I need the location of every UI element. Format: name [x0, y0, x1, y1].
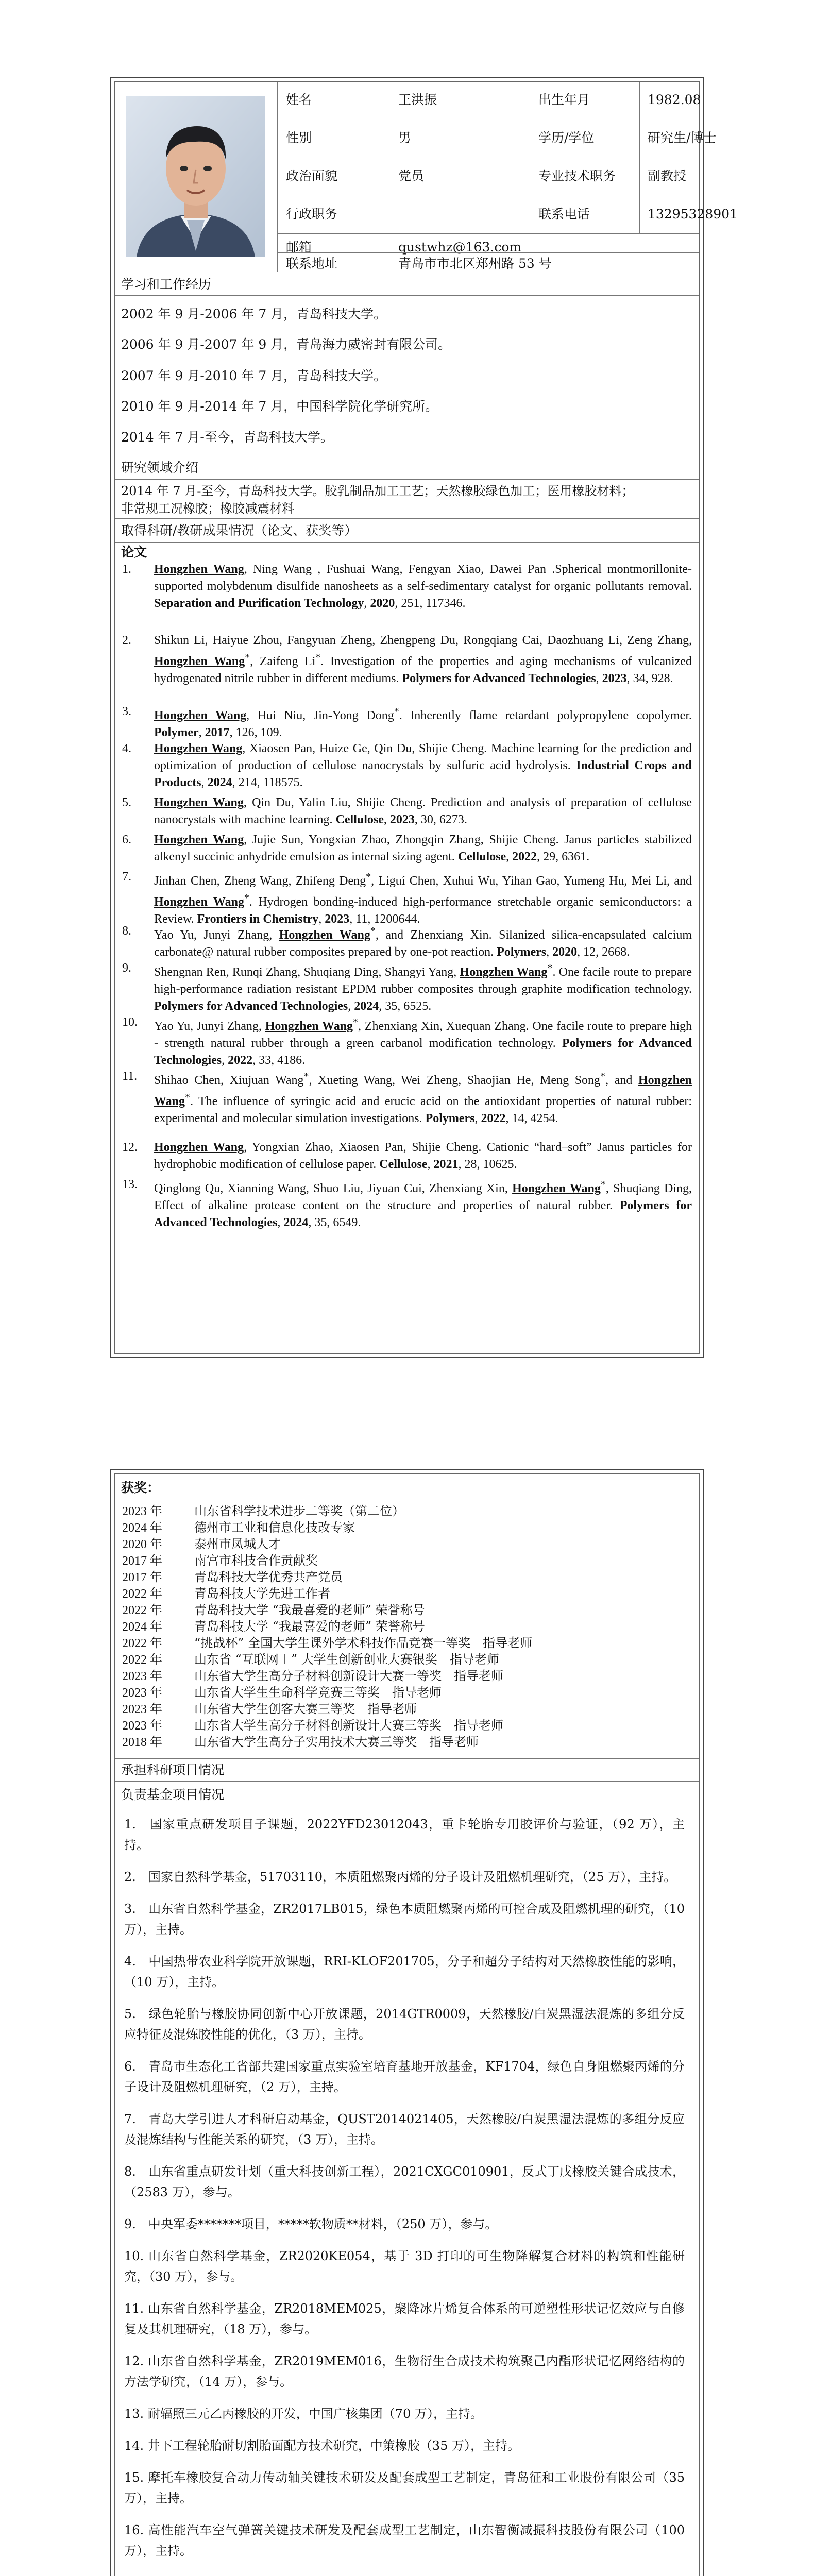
award-item — [122, 1703, 417, 1716]
project-item: 7. 青岛大学引进人才科研启动基金，QUST2014021405，天然橡胶/白炭黑湿法混炼的多组分反应及混炼结构与性能关系的研究，（3 万），主持。 — [124, 2112, 685, 2147]
award-text: “挑战杯” 全国大学生课外学术科技作品竞赛一等奖 指导老师 — [194, 1636, 533, 1650]
paper-item — [122, 703, 692, 741]
paper-item — [122, 1068, 692, 1127]
paper-item — [122, 561, 692, 612]
address-value: 青岛市市北区郑州路 53 号 — [398, 256, 552, 271]
paper-item — [122, 1014, 692, 1069]
paper-citation: Yao Yu, Junyi Zhang, Hongzhen Wang*, and Zhenxiang Xin. Silanized silica-encapsulated calcium carbonate@ natural rubber composites prepared by one-pot reaction. Polymers, 2020, 12, 2668. — [154, 925, 692, 959]
admin-label: 行政职务 — [286, 207, 338, 222]
paper-citation: Shikun Li, Haiyue Zhou, Fangyuan Zheng, Zhengpeng Du, Rongqiang Cai, Daozhuang Li, Zeng Zhang, Hongzhen Wang*, Zaifeng Li*. Investigation of the properties and aging mechanisms of vulcanized hydrogenated nitrile rubber in different mediums. Polymers for Advanced Technologies, 2023, 34, 928. — [154, 634, 692, 685]
award-year: 2022 年 — [122, 1637, 162, 1650]
award-year: 2024 年 — [122, 1521, 162, 1535]
award-item — [122, 1604, 425, 1617]
award-year: 2022 年 — [122, 1587, 162, 1601]
award-item — [122, 1637, 532, 1650]
paper-citation: Hongzhen Wang, Hui Niu, Jin-Yong Dong*. Inherently flame retardant polypropylene copolymer. Polymer, 2017, 126, 109. — [154, 706, 692, 739]
award-year: 2024 年 — [122, 1620, 162, 1634]
award-item — [122, 1653, 499, 1666]
paper-number: 8. — [122, 924, 131, 938]
award-item — [122, 1521, 355, 1534]
paper-item — [122, 794, 692, 828]
award-year: 2018 年 — [122, 1736, 162, 1749]
paper-citation: Shengnan Ren, Runqi Zhang, Shuqiang Ding, Shangyi Yang, Hongzhen Wang*. One facile route to prepare high-performance radiation resistant EPDM rubber composites through graphite modification technology. Polymers for Advanced Technologies, 2024, 35, 6525. — [154, 962, 692, 1013]
project-item: 6. 青岛市生态化工省部共建国家重点实验室培育基地开放基金，KF1704，绿色自身阻燃聚丙烯的分子设计及阻燃机理研究，（2 万），主持。 — [124, 2059, 685, 2094]
experience-item: 2006 年 9 月-2007 年 9 月，青岛海力威密封有限公司。 — [121, 337, 451, 352]
award-text: 山东省 “互联网＋” 大学生创新创业大赛银奖 指导老师 — [194, 1652, 499, 1667]
award-item — [122, 1719, 503, 1732]
paper-number: 4. — [122, 742, 131, 755]
award-text: 青岛科技大学 “我最喜爱的老师” 荣誉称号 — [194, 1603, 425, 1617]
paper-number: 13. — [122, 1178, 138, 1191]
paper-citation: Hongzhen Wang, Xiaosen Pan, Huize Ge, Qin Du, Shijie Cheng. Machine learning for the prediction and optimization of production of cellulose nanocrystals by sulfuric acid hydrolysis. Industrial Crops and Products, 2024, 214, 118575. — [154, 742, 692, 789]
paper-number: 1. — [122, 563, 131, 576]
party-value: 党员 — [398, 168, 425, 183]
award-text: 青岛科技大学 “我最喜爱的老师” 荣誉称号 — [194, 1619, 425, 1634]
award-year: 2017 年 — [122, 1571, 162, 1584]
main-profile-frame — [110, 77, 738, 1358]
project-item: 5. 绿色轮胎与橡胶协同创新中心开放课题，2014GTR0009，天然橡胶/白炭黑湿法混炼的多组分反应特征及混炼胶性能的优化，（3 万），主持。 — [124, 2007, 685, 2042]
award-item — [122, 1670, 503, 1683]
award-year: 2022 年 — [122, 1604, 162, 1617]
gender-value: 男 — [398, 130, 412, 145]
paper-number: 2. — [122, 634, 131, 647]
main-profile-inner — [114, 81, 738, 1354]
award-year: 2023 年 — [122, 1505, 162, 1518]
research-heading: 研究领域介绍 — [121, 460, 199, 475]
paper-number: 11. — [122, 1070, 138, 1083]
project-item: 2. 国家自然科学基金，51703110，本质阻燃聚丙烯的分子设计及阻燃机理研究，（25 万），主持。 — [124, 1870, 676, 1884]
award-text: 山东省大学生创客大赛三等奖 指导老师 — [194, 1702, 417, 1716]
paper-citation: Hongzhen Wang, Qin Du, Yalin Liu, Shijie Cheng. Prediction and analysis of preparation of cellulose nanocrystals with machine learning. Cellulose, 2023, 30, 6273. — [154, 796, 692, 826]
paper-number: 9. — [122, 961, 131, 975]
paper-citation: Jinhan Chen, Zheng Wang, Zhifeng Deng*, Liguí Chen, Xuhui Wu, Yihan Gao, Yumeng Hu, Mei Li, and Hongzhen Wang*. Hydrogen bonding-induced high-performance stretchable organic semiconductors: a Review. Frontiers in Chemistry, 2023, 11, 1200644. — [154, 871, 692, 926]
degree-value: 研究生/博士 — [648, 130, 717, 145]
paper-number: 6. — [122, 833, 131, 846]
award-year: 2023 年 — [122, 1719, 162, 1733]
birth-value: 1982.08 — [648, 92, 701, 107]
paper-item — [122, 832, 692, 866]
award-text: 山东省科学技术进步二等奖（第二位） — [194, 1504, 404, 1518]
award-item — [122, 1686, 442, 1699]
project-item: 8. 山东省重点研发计划（重大科技创新工程），2021CXGC010901，反式丁戊橡胶关键合成技术，（2583 万），参与。 — [124, 2164, 685, 2199]
award-text: 山东省大学生高分子材料创新设计大赛三等奖 指导老师 — [194, 1718, 503, 1733]
project-item: 15. 摩托车橡胶复合动力传动轴关键技术研发及配套成型工艺制定，青岛征和工业股份有限公司（35 万），主持。 — [124, 2470, 685, 2505]
award-item — [122, 1505, 404, 1518]
email-label: 邮箱 — [286, 240, 312, 255]
award-text: 山东省大学生高分子材料创新设计大赛一等奖 指导老师 — [194, 1669, 503, 1683]
paper-item — [122, 632, 692, 687]
address-label: 联系地址 — [286, 256, 338, 271]
phone-value: 13295328901 — [648, 207, 738, 222]
award-text: 德州市工业和信息化技改专家 — [194, 1520, 355, 1535]
title-value: 副教授 — [648, 168, 687, 183]
degree-label: 学历/学位 — [538, 130, 595, 145]
project-item: 4. 中国热带农业科学院开放课题，RRI-KLOF201705，分子和超分子结构对天然橡胶性能的影响，（10 万），主持。 — [124, 1954, 685, 1989]
award-item — [122, 1538, 281, 1551]
birth-label: 出生年月 — [538, 92, 590, 107]
party-label: 政治面貌 — [286, 168, 338, 183]
paper-citation: Hongzhen Wang, Yongxian Zhao, Xiaosen Pan, Shijie Cheng. Cationic “hard–soft” Janus particles for hydrophobic modification of cellulose paper. Cellulose, 2021, 28, 10625. — [154, 1141, 692, 1171]
award-year: 2022 年 — [122, 1653, 162, 1667]
avatar — [126, 96, 265, 257]
experience-item: 2002 年 9 月-2006 年 7 月，青岛科技大学。 — [121, 307, 387, 321]
award-year: 2023 年 — [122, 1670, 162, 1683]
award-text: 山东省大学生生命科学竞赛三等奖 指导老师 — [194, 1685, 442, 1700]
title-label: 专业技术职务 — [538, 168, 616, 183]
award-year: 2020 年 — [122, 1538, 162, 1551]
projects-sub-heading: 负责基金项目情况 — [121, 1787, 225, 1802]
award-text: 青岛科技大学优秀共产党员 — [194, 1570, 343, 1584]
paper-number: 7. — [122, 870, 131, 884]
award-item — [122, 1571, 343, 1584]
experience-item: 2007 年 9 月-2010 年 7 月，青岛科技大学。 — [121, 368, 387, 383]
research-line-2: 非常规工况橡胶；橡胶减震材料 — [121, 501, 294, 516]
experience-item: 2014 年 7 月-至今，青岛科技大学。 — [121, 430, 333, 445]
project-item: 10. 山东省自然科学基金，ZR2020KE054，基于 3D 打印的可生物降解复合材料的构筑和性能研究，（30 万），参与。 — [124, 2249, 685, 2284]
project-item: 13. 耐辐照三元乙丙橡胶的开发，中国广核集团（70 万），主持。 — [124, 2406, 483, 2421]
paper-item — [122, 1139, 692, 1173]
paper-number: 12. — [122, 1141, 138, 1154]
experience-heading: 学习和工作经历 — [121, 277, 212, 292]
award-year: 2023 年 — [122, 1686, 162, 1700]
email-value[interactable]: qustwhz@163.com — [398, 240, 522, 255]
name-value: 王洪振 — [398, 92, 437, 107]
project-item: 14. 井下工程轮胎耐切割胎面配方技术研究，中策橡胶（35 万），主持。 — [124, 2438, 520, 2453]
paper-item — [122, 740, 692, 791]
project-item: 9. 中央军委*******项目，*****软物质**材料，（250 万），参与。 — [124, 2217, 498, 2231]
paper-citation: Shihao Chen, Xiujuan Wang*, Xueting Wang, Wei Zheng, Shaojian He, Meng Song*, and Hongzhen Wang*. The influence of syringic acid and erucic acid on the antioxidant properties of natural rubber: experimental and molecular simulation investigations. Polymers, 2022, 14, 4254. — [154, 1071, 692, 1125]
award-text: 泰州市凤城人才 — [194, 1537, 281, 1551]
paper-citation: Hongzhen Wang, Ning Wang , Fushuai Wang, Fengyan Xiao, Dawei Pan .Spherical montmorillonite-supported molybdenum disulfide nanosheets as a self-sedimentary catalyst for organic pollutants removal. Separation and Purification Technology, 2020, 251, 117346. — [154, 563, 692, 610]
award-year: 2023 年 — [122, 1703, 162, 1716]
paper-item — [122, 923, 692, 961]
experience-item: 2010 年 9 月-2014 年 7 月，中国科学院化学研究所。 — [121, 399, 438, 414]
papers-label: 论文 — [121, 545, 147, 560]
award-item — [122, 1620, 425, 1633]
paper-citation: Yao Yu, Junyi Zhang, Hongzhen Wang*, Zhenxiang Xin, Xuequan Zhang. One facile route to prepare high - strength natural rubber through a green carbanol modification technology. Polymers for Advanced Technologies, 2022, 33, 4186. — [154, 1016, 692, 1067]
gender-label: 性别 — [286, 130, 312, 145]
project-item: 12. 山东省自然科学基金，ZR2019MEM016，生物衍生合成技术构筑聚己内酯形状记忆网络结构的方法学研究，（14 万），参与。 — [124, 2354, 685, 2389]
profile-table — [115, 82, 738, 272]
project-item: 1. 国家重点研发项目子课题，2022YFD23012043，重卡轮胎专用胶评价与验证，（92 万），主持。 — [124, 1817, 685, 1852]
project-item: 3. 山东省自然科学基金，ZR2017LB015，绿色本质阻燃聚丙烯的可控合成及阻燃机理的研究，（10 万），主持。 — [124, 1902, 685, 1937]
awards-heading: 获奖： — [121, 1480, 160, 1495]
paper-item — [122, 869, 692, 928]
paper-number: 3. — [122, 705, 131, 718]
award-item — [122, 1554, 318, 1567]
awards-projects-frame — [110, 1469, 704, 2576]
paper-item — [122, 960, 692, 1015]
award-text: 山东省大学生高分子实用技术大赛三等奖 指导老师 — [194, 1735, 479, 1749]
award-item — [122, 1736, 479, 1749]
achievements-heading: 取得科研/教研成果情况（论文、获奖等） — [121, 523, 358, 538]
award-year: 2017 年 — [122, 1554, 162, 1568]
name-label: 姓名 — [286, 92, 312, 107]
project-item: 11. 山东省自然科学基金，ZR2018MEM025，聚降冰片烯复合体系的可逆塑性形状记忆效应与自修复及其机理研究，（18 万），参与。 — [124, 2301, 685, 2336]
paper-citation: Qinglong Qu, Xianning Wang, Shuo Liu, Jiyuan Cui, Zhenxiang Xin, Hongzhen Wang*, Shuqiang Ding, Effect of alkaline protease content on the structure and properties of natural rubber. Polymers for Advanced Technologies, 2024, 35, 6549. — [154, 1179, 692, 1229]
research-line-1: 2014 年 7 月-至今，青岛科技大学。胶乳制品加工工艺；天然橡胶绿色加工；医用橡胶材料； — [121, 484, 634, 498]
award-text: 青岛科技大学先进工作者 — [194, 1586, 330, 1601]
paper-number: 5. — [122, 796, 131, 809]
projects-heading: 承担科研项目情况 — [121, 1762, 225, 1777]
paper-number: 10. — [122, 1015, 138, 1029]
award-item — [122, 1587, 330, 1600]
paper-item — [122, 1176, 692, 1231]
awards-projects-inner — [114, 1473, 700, 2576]
award-text: 南宫市科技合作贡献奖 — [194, 1553, 318, 1568]
project-item: 16. 高性能汽车空气弹簧关键技术研发及配套成型工艺制定，山东智衡减振科技股份有限公司（100 万），主持。 — [124, 2523, 685, 2558]
paper-citation: Hongzhen Wang, Jujie Sun, Yongxian Zhao, Zhongqin Zhang, Shijie Cheng. Janus particles stabilized alkenyl succinic anhydride emulsion as internal sizing agent. Cellulose, 2022, 29, 6361. — [154, 833, 692, 863]
phone-label: 联系电话 — [538, 207, 590, 222]
